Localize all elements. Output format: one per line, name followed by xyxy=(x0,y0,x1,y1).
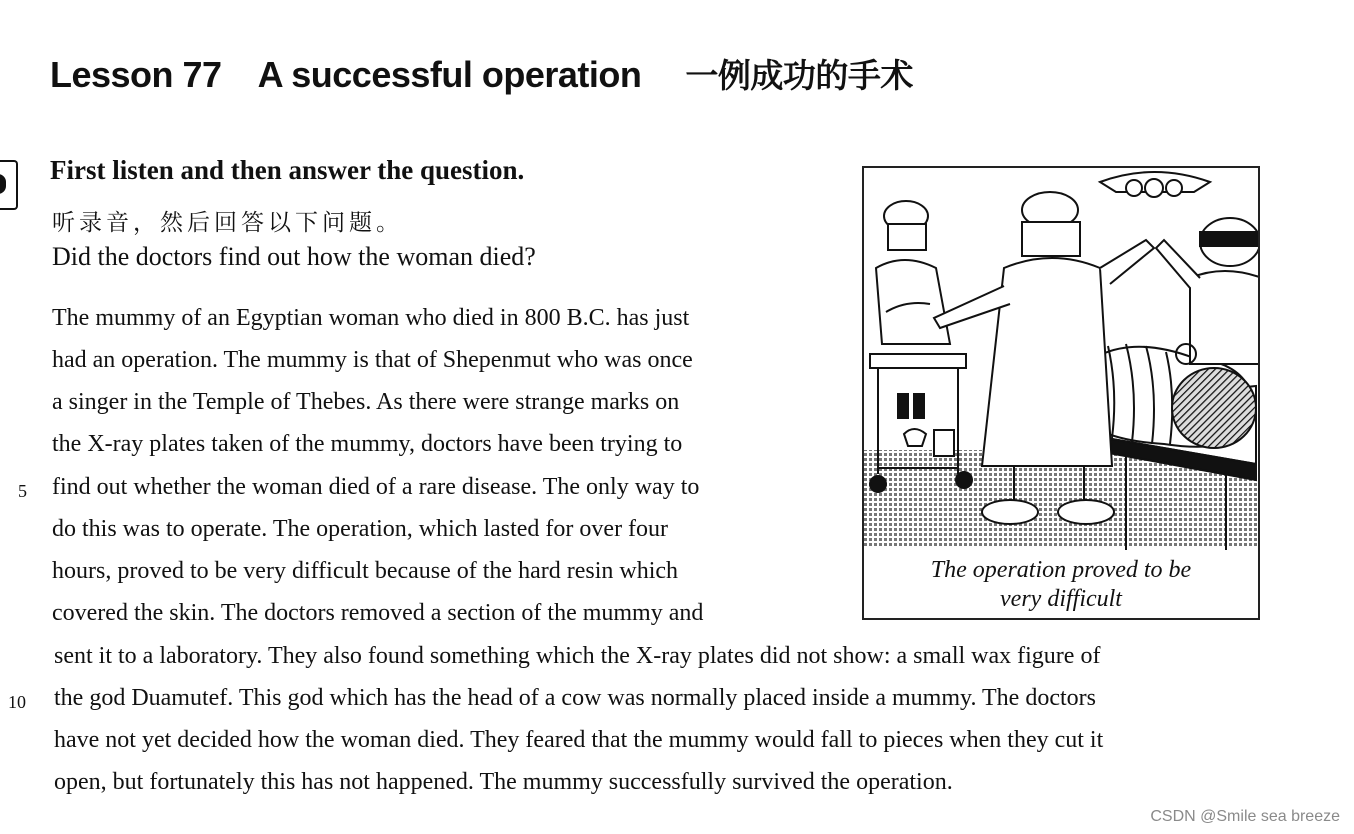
lesson-title xyxy=(50,50,913,97)
instruction-heading: First listen and then answer the question. xyxy=(50,155,525,185)
passage-line: the god Duamutef. This god which has the head of a cow was normally placed inside a mummy. The doctors xyxy=(54,685,1096,711)
line-number: 10 xyxy=(8,692,26,712)
lesson-title-chinese: 一例成功的手术 xyxy=(685,56,913,95)
passage-line: hours, proved to be very difficult because of the hard resin which xyxy=(52,558,679,584)
passage-line: covered the skin. The doctors removed a section of the mummy and xyxy=(52,600,704,626)
operation-illustration xyxy=(864,168,1260,552)
passage-line: have not yet decided how the woman died. They feared that the mummy would fall to pieces when they cut it xyxy=(54,727,1104,753)
passage-line: had an operation. The mummy is that of Shepenmut who was once xyxy=(52,347,693,373)
caption-line: The operation proved to be xyxy=(930,557,1192,583)
ceiling-lamp xyxy=(1100,172,1210,197)
instruction-chinese: 听录音，然后回答以下问题。 xyxy=(52,210,403,236)
passage-line: the X-ray plates taken of the mummy, doctors have been trying to xyxy=(52,431,683,457)
watermark: CSDN @Smile sea breeze xyxy=(1150,808,1340,825)
lesson-number: Lesson 77 xyxy=(50,54,222,95)
lesson-title-english: A successful operation xyxy=(257,54,642,95)
passage-line: find out whether the woman died of a rare disease. The only way to xyxy=(52,474,700,500)
surgeon-right xyxy=(1156,218,1260,364)
cd-audio-icon xyxy=(0,160,18,210)
figure-caption xyxy=(864,556,1258,614)
line-number: 5 xyxy=(18,481,27,501)
passage-line: a singer in the Temple of Thebes. As there were strange marks on xyxy=(52,389,680,415)
illustration-figure xyxy=(862,166,1260,620)
passage-line: open, but fortunately this has not happened. The mummy successfully survived the operation. xyxy=(54,769,953,795)
passage-line: The mummy of an Egyptian woman who died in 800 B.C. has just xyxy=(52,305,690,331)
question-text: Did the doctors find out how the woman died? xyxy=(52,242,536,271)
caption-line: very difficult xyxy=(1000,586,1122,612)
passage-line: do this was to operate. The operation, which lasted for over four xyxy=(52,516,669,542)
passage-line: sent it to a laboratory. They also found something which the X-ray plates did not show: a small wax figure of xyxy=(54,643,1101,669)
